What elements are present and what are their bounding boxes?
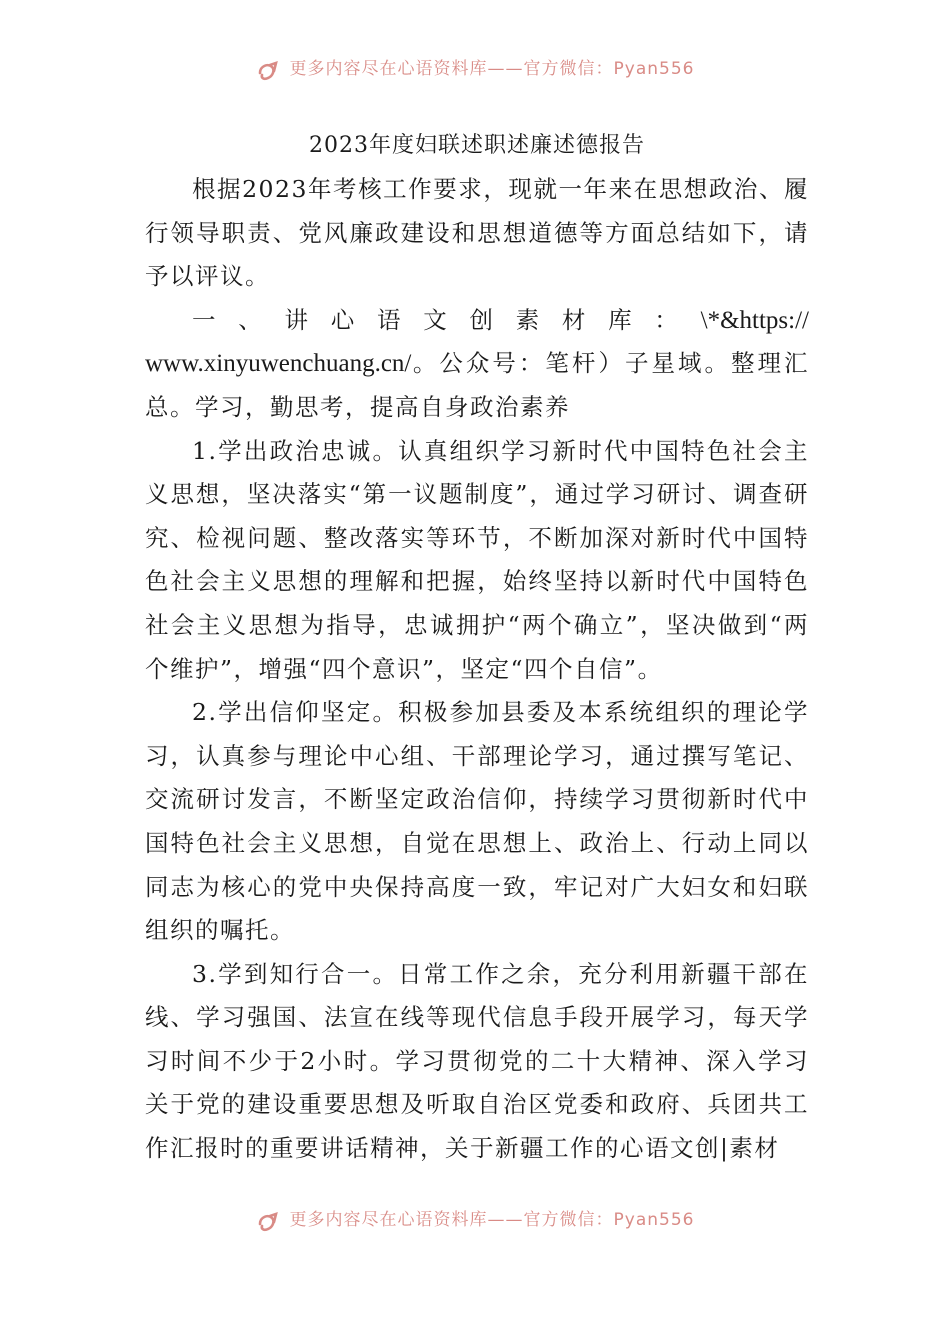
section-heading-url: \*&https://www.xinyuwenchuang.cn/ xyxy=(145,306,809,378)
watermark-banner-top xyxy=(0,52,950,92)
paragraph-item-1: 1.学出政治忠诚。认真组织学习新时代中国特色社会主义思想，坚决落实“第一议题制度”，通过学习研讨、调查研究、检视问题、整改落实等环节，不断加深对新时代中国特色社会主义思想的理解和把握，始终坚持以新时代中国特色社会主义思想为指导，忠诚拥护“两个确立”，坚决做到“两个维护”，增强“四个意识”，坚定“四个自信”。 xyxy=(145,436,809,683)
watermark-banner-bottom xyxy=(0,1203,950,1243)
watermark-text: 更多内容尽在心语资料库——官方微信：Pyan556 xyxy=(289,1209,695,1230)
intro-paragraph: 根据2023年考核工作要求，现就一年来在思想政治、履行领导职责、党风廉政建设和思想道德等方面总结如下，请予以评议。 xyxy=(145,175,809,291)
watermark-logo-icon xyxy=(256,1210,282,1236)
section-heading-prefix: 一、讲心语文创素材库： xyxy=(192,305,701,334)
watermark-text: 更多内容尽在心语资料库——官方微信：Pyan556 xyxy=(289,58,695,79)
document-page xyxy=(145,124,809,1171)
watermark-logo-icon xyxy=(256,59,282,85)
paragraph-item-3: 3.学到知行合一。日常工作之余，充分利用新疆干部在线、学习强国、法宣在线等现代信息手段开展学习，每天学习时间不少于2小时。学习贯彻党的二十大精神、深入学习关于党的建设重要思想及听取自治区党委和政府、兵团共工作汇报时的重要讲话精神，关于新疆工作的心语文创|素材 xyxy=(145,959,809,1163)
section-heading-rest: 。公众号：笔杆）子星域。整理汇总。学习，勤思考，提高自身政治素养 xyxy=(145,349,809,421)
document-title: 2023年度妇联述职述廉述德报告 xyxy=(309,133,645,158)
section-heading-1 xyxy=(145,299,809,430)
paragraph-item-2: 2.学出信仰坚定。积极参加县委及本系统组织的理论学习，认真参与理论中心组、干部理论学习，通过撰写笔记、交流研讨发言，不断坚定政治信仰，持续学习贯彻新时代中国特色社会主义思想，自觉在思想上、政治上、行动上同以同志为核心的党中央保持高度一致，牢记对广大妇女和妇联组织的嘱托。 xyxy=(145,698,809,945)
